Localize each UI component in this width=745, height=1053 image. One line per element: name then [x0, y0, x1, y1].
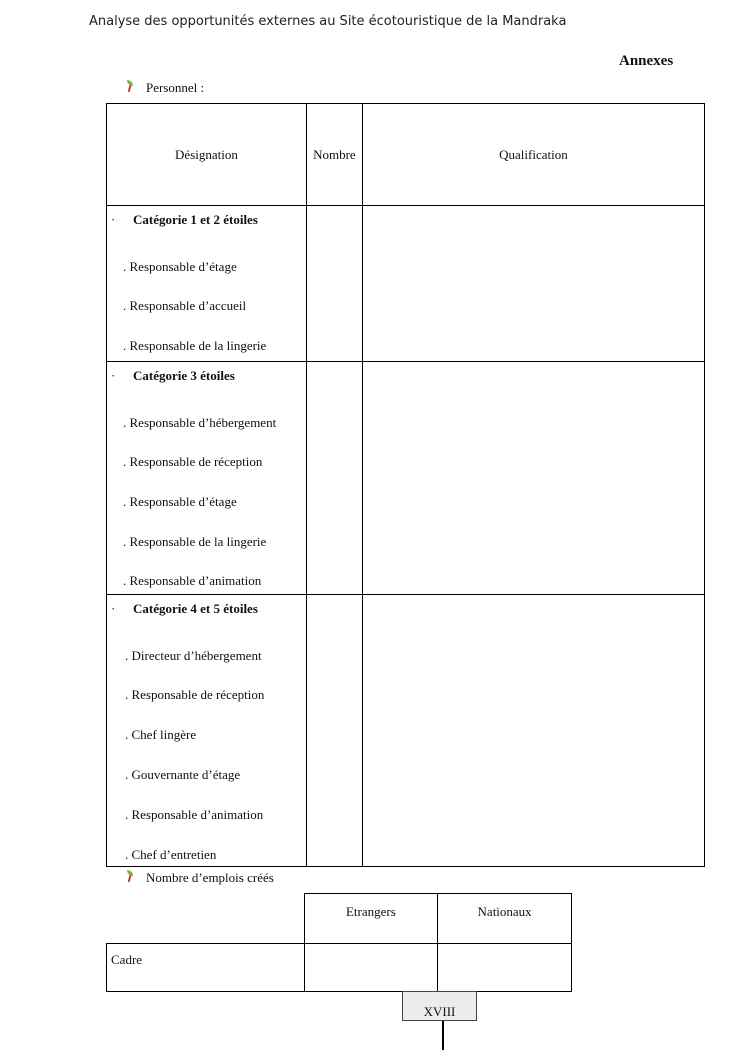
column-header-nationaux: Nationaux	[438, 894, 572, 944]
list-item: . Responsable d’étage	[123, 259, 237, 274]
qualification-cell	[362, 362, 704, 595]
section-label-personnel: Personnel :	[146, 80, 205, 95]
personnel-table	[106, 103, 705, 867]
nombre-cell	[306, 595, 362, 867]
category-title: · Catégorie 4 et 5 étoiles	[111, 601, 258, 616]
column-header-designation: Désignation	[107, 104, 307, 206]
emplois-table	[106, 893, 572, 992]
category-title: · Catégorie 1 et 2 étoiles	[111, 212, 258, 227]
list-item: . Directeur d’hébergement	[125, 648, 262, 663]
nombre-cell	[306, 206, 362, 362]
list-item: . Responsable d’animation	[123, 573, 262, 588]
list-item: . Gouvernante d’étage	[125, 767, 241, 782]
page-number-connector	[442, 1021, 444, 1050]
list-item: . Responsable d’hébergement	[123, 415, 277, 430]
category-cell	[107, 362, 307, 595]
list-item: . Responsable de réception	[125, 687, 265, 702]
nombre-cell	[306, 362, 362, 595]
column-header-nombre: Nombre	[306, 104, 362, 206]
list-item: . Responsable d’étage	[123, 494, 237, 509]
etrangers-cell	[304, 944, 438, 992]
list-item: . Chef lingère	[125, 727, 197, 742]
list-item: . Responsable de réception	[123, 454, 263, 469]
category-cell	[107, 595, 307, 867]
list-item: . Responsable de la lingerie	[123, 338, 267, 353]
category-title: · Catégorie 3 étoiles	[111, 368, 235, 383]
empty-header-cell	[107, 894, 305, 944]
list-item: . Responsable de la lingerie	[123, 534, 267, 549]
qualification-cell	[362, 206, 704, 362]
column-header-etrangers: Etrangers	[304, 894, 438, 944]
column-header-qualification: Qualification	[362, 104, 704, 206]
list-item: . Responsable d’animation	[125, 807, 264, 822]
list-item: . Chef d’entretien	[125, 847, 217, 862]
section-label-emplois: Nombre d’emplois créés	[146, 870, 274, 885]
category-cell	[107, 206, 307, 362]
list-item: . Responsable d’accueil	[123, 298, 247, 313]
qualification-cell	[362, 595, 704, 867]
row-label-cadre: Cadre	[107, 944, 305, 992]
annexes-heading: Annexes	[619, 53, 674, 69]
nationaux-cell	[438, 944, 572, 992]
running-header: Analyse des opportunités externes au Site écotouristique de la Mandraka	[89, 14, 567, 29]
page-number: XVIII	[402, 991, 477, 1021]
leaf-bullet-icon	[126, 870, 133, 882]
leaf-bullet-icon	[126, 80, 133, 92]
